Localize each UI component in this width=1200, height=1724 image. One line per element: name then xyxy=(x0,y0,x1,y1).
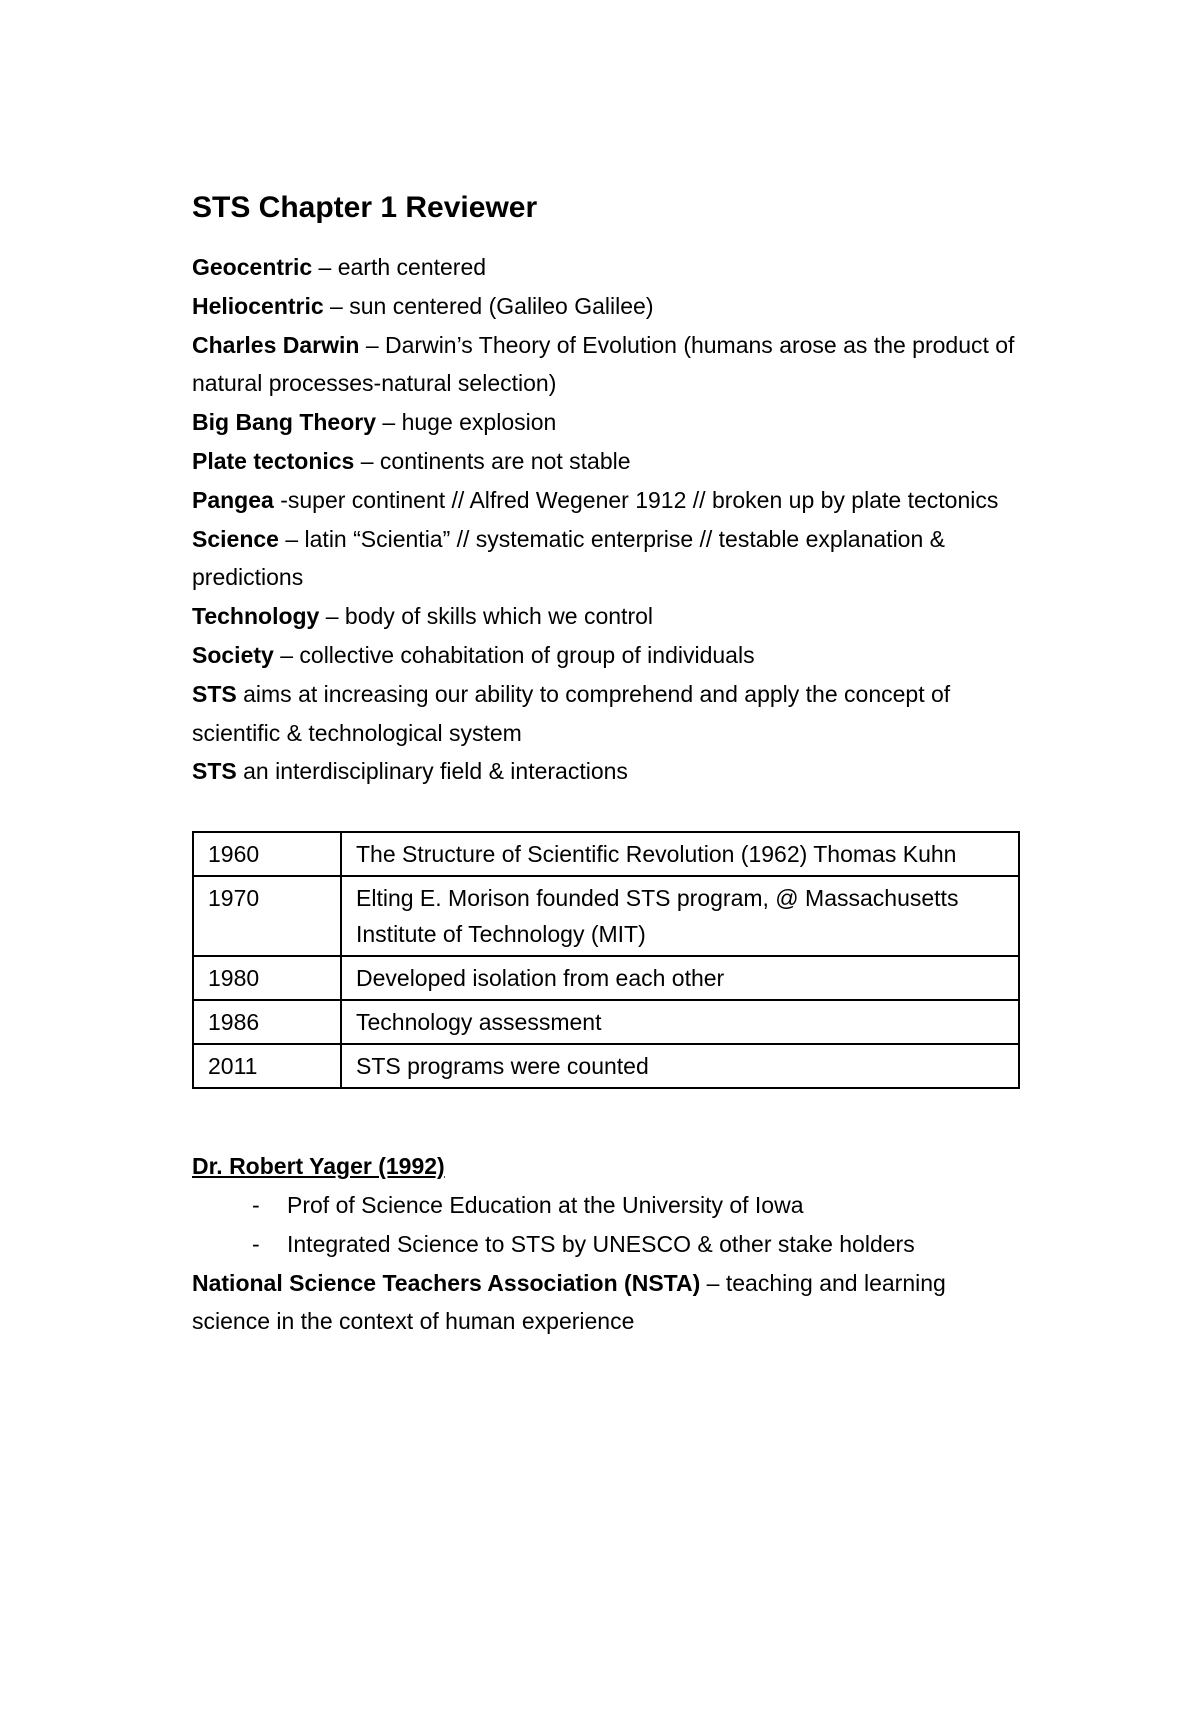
definition-item xyxy=(192,481,1022,520)
definition-text: – huge explosion xyxy=(376,409,557,436)
bullet-text: Integrated Science to STS by UNESCO & other stake holders xyxy=(287,1230,915,1257)
definition-item xyxy=(192,636,1022,675)
definition-term: Society xyxy=(192,641,274,668)
definition-term: Geocentric xyxy=(192,254,313,280)
timeline-year: 1970 xyxy=(193,876,341,956)
definition-item xyxy=(192,520,1022,598)
list-item xyxy=(192,1225,1022,1264)
definition-text: – continents are not stable xyxy=(354,447,631,474)
timeline-year: 1960 xyxy=(193,832,341,876)
timeline-event: The Structure of Scientific Revolution (1962) Thomas Kuhn xyxy=(341,832,1019,876)
definition-term: Big Bang Theory xyxy=(192,409,377,436)
definition-term: Heliocentric xyxy=(192,292,324,319)
definition-term: Charles Darwin xyxy=(192,331,360,358)
person-bullet-list xyxy=(192,1186,1022,1264)
definition-item xyxy=(192,326,1022,404)
definition-text: aims at increasing our ability to comprehend and apply the concept of scientific & technological system xyxy=(192,680,951,746)
table-row xyxy=(193,832,1019,876)
timeline-event: Developed isolation from each other xyxy=(341,956,1019,1000)
definition-term: Technology xyxy=(192,603,320,630)
timeline-year: 1986 xyxy=(193,1000,341,1044)
definition-text: – earth centered xyxy=(312,254,487,280)
definition-term: STS xyxy=(192,758,237,785)
definition-text: – latin “Scientia” // systematic enterprise // testable explanation & predictions xyxy=(192,525,945,591)
table-row xyxy=(193,1000,1019,1044)
document-title: STS Chapter 1 Reviewer xyxy=(192,191,538,224)
definition-item xyxy=(192,675,1022,753)
definition-text: – body of skills which we control xyxy=(319,603,654,630)
definition-item xyxy=(192,752,1022,791)
definition-item xyxy=(192,403,1022,442)
definition-term: STS xyxy=(192,680,237,707)
nsta-definition xyxy=(192,1264,1022,1342)
nsta-term: National Science Teachers Association (NSTA) xyxy=(192,1269,701,1296)
person-heading: Dr. Robert Yager (1992) xyxy=(192,1153,445,1180)
definition-term: Plate tectonics xyxy=(192,447,355,474)
list-item xyxy=(192,1186,1022,1225)
table-row xyxy=(193,956,1019,1000)
definitions-list xyxy=(192,248,1022,791)
definition-item xyxy=(192,287,1022,326)
definition-text: – Darwin’s Theory of Evolution (humans arose as the product of natural processes-natural selection) xyxy=(192,331,1015,397)
table-row xyxy=(193,876,1019,956)
timeline-table xyxy=(192,831,1020,1089)
bullet-marker: - xyxy=(252,1191,260,1218)
definition-item xyxy=(192,248,1022,287)
definition-term: Science xyxy=(192,525,279,552)
bullet-marker: - xyxy=(252,1230,260,1257)
document-page xyxy=(192,190,1022,1341)
timeline-event: STS programs were counted xyxy=(341,1044,1019,1088)
timeline-year: 2011 xyxy=(193,1044,341,1088)
definition-item xyxy=(192,442,1022,481)
definition-term: Pangea xyxy=(192,486,274,513)
table-row xyxy=(193,1044,1019,1088)
timeline-event: Technology assessment xyxy=(341,1000,1019,1044)
definition-text: -super continent // Alfred Wegener 1912 // broken up by plate tectonics xyxy=(273,486,999,513)
definition-text: an interdisciplinary field & interactions xyxy=(236,758,628,785)
timeline-year: 1980 xyxy=(193,956,341,1000)
bullet-text: Prof of Science Education at the University of Iowa xyxy=(287,1191,804,1218)
definition-text: – sun centered (Galileo Galilee) xyxy=(323,292,654,319)
timeline-event: Elting E. Morison founded STS program, @ Massachusetts Institute of Technology (MIT) xyxy=(341,876,1019,956)
definition-item xyxy=(192,597,1022,636)
nsta-text: – teaching and learning science in the context of human experience xyxy=(192,1269,946,1335)
definition-text: – collective cohabitation of group of individuals xyxy=(273,641,755,668)
